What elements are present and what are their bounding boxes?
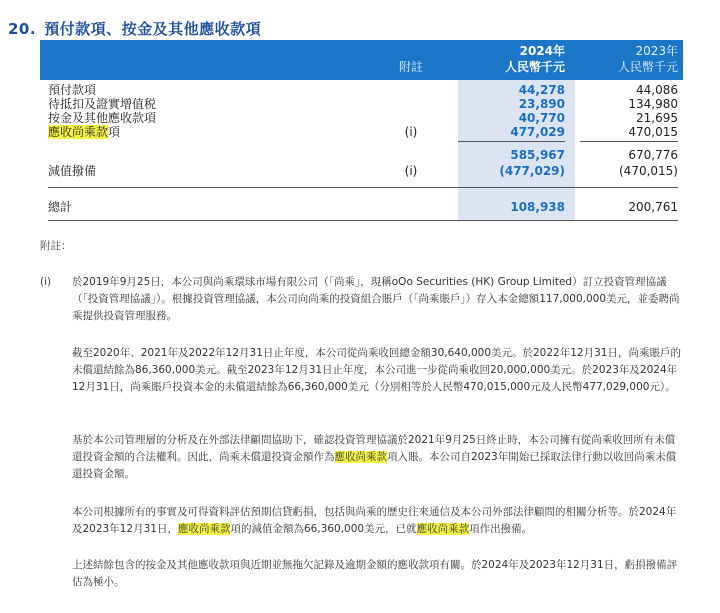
- total-row: [0, 200, 720, 214]
- row-value-2023: 44,086: [636, 83, 678, 97]
- row-value-2023: 470,015: [628, 125, 678, 139]
- note-paragraph-2: 截至2020年、2021年及2022年12月31日止年度，本公司從尚乘收回總金額30,640,000美元。於2022年12月31日，尚乘賬戶的未償還結餘為86,360,000美元。截至2023年12月31日止年度，本公司進一步從尚乘收回20,000,000美元。於2023年及2024年12月31日，尚乘賬戶投資本金的未償還結餘為66,360,000美元（分別相等於人民幣470,015,000元及人民幣477,029,000元）。: [72, 347, 681, 393]
- subtotal-rule-2023: [580, 141, 678, 142]
- row-note: (i): [404, 164, 418, 178]
- row-label: 總計: [48, 200, 73, 214]
- header-2023-unit: 人民幣千元: [617, 60, 678, 74]
- impairment-row: [0, 164, 720, 178]
- highlighted-text: 應收尚乘款: [48, 125, 109, 139]
- table-row: [0, 97, 720, 111]
- impairment-2023: (470,015): [619, 164, 678, 178]
- highlighted-text: 應收尚乘款: [177, 523, 231, 535]
- section-heading: [8, 18, 261, 39]
- row-value-2024: 477,029: [510, 125, 565, 139]
- table-row: [0, 111, 720, 125]
- header-2024-unit: 人民幣千元: [504, 60, 565, 74]
- notes-title: 附註：: [40, 240, 72, 252]
- subtotal-row: [0, 148, 720, 162]
- impairment-2024: (477,029): [499, 164, 565, 178]
- row-label: 待抵扣及證實增值税: [48, 97, 157, 111]
- note-paragraph-4: 本公司根據所有的事實及可得資料評估預期信貸虧損，包括與尚乘的歷史往來通信及本公司外部法律顧問的相關分析等。於2024年及2023年12月31日，應收尚乘款項的減值金額為66,360,000美元，已就應收尚乘款項作出撥備。: [72, 506, 677, 535]
- total-2024: 108,938: [510, 200, 565, 214]
- table-row: [0, 83, 720, 97]
- row-value-2024: 23,890: [518, 97, 565, 111]
- subtotal-2023: 670,776: [628, 148, 678, 162]
- highlighted-text: 應收尚乘款: [334, 451, 387, 463]
- header-note: 附註: [398, 60, 423, 74]
- section-number: 20.: [8, 20, 37, 38]
- row-note: (i): [404, 125, 418, 139]
- total-2023: 200,761: [628, 200, 678, 214]
- row-value-2024: 44,278: [518, 83, 565, 97]
- row-value-2023: 134,980: [628, 97, 678, 111]
- note-item-label: (i): [40, 276, 52, 288]
- total-rule-bottom: [48, 220, 678, 221]
- highlighted-text: 應收尚乘款: [416, 523, 470, 535]
- subtotal-rule-2024: [458, 141, 565, 142]
- note-paragraph-5: 上述結餘包含的按金及其他應收款項與近期並無拖欠記錄及逾期金額的應收款項有關。於2024年及2023年12月31日，虧損撥備評估為極小。: [72, 559, 678, 588]
- row-value-2023: 21,695: [636, 111, 678, 125]
- row-value-2024: 40,770: [518, 111, 565, 125]
- total-rule-top: [48, 187, 678, 188]
- header-2023-year: 2023年: [635, 44, 678, 58]
- row-label: 預付款項: [48, 83, 97, 97]
- table-row: [0, 125, 720, 139]
- row-label: 應收尚乘款項: [48, 125, 121, 139]
- section-title: 預付款項、按金及其他應收款項: [44, 20, 262, 38]
- note-paragraph-1: 於2019年9月25日，本公司與尚乘環球市場有限公司（「尚乘」，現稱oOo Securities (HK) Group Limited）訂立投資管理協議（「投資管理協議」）。根據投資管理協議，本公司向尚乘的投資組合賬戶（「尚乘賬戶」）存入本金總額117,000,000美元，並委聘尚乘提供投資管理服務。: [72, 276, 680, 322]
- subtotal-2024: 585,967: [510, 148, 565, 162]
- row-label: 減值撥備: [48, 164, 97, 178]
- row-label: 按金及其他應收款項: [48, 111, 157, 125]
- header-2024-year: 2024年: [519, 44, 565, 58]
- note-paragraph-3: 基於本公司管理層的分析及在外部法律顧問協助下，確認投資管理協議於2021年9月25日終止時，本公司擁有從尚乘收回所有未償還投資金額的合法權利。因此，尚乘未償還投資金額作為應收尚乘款項入賬。本公司自2023年開始已採取法律行動以收回尚乘未償還投資金額。: [72, 434, 677, 480]
